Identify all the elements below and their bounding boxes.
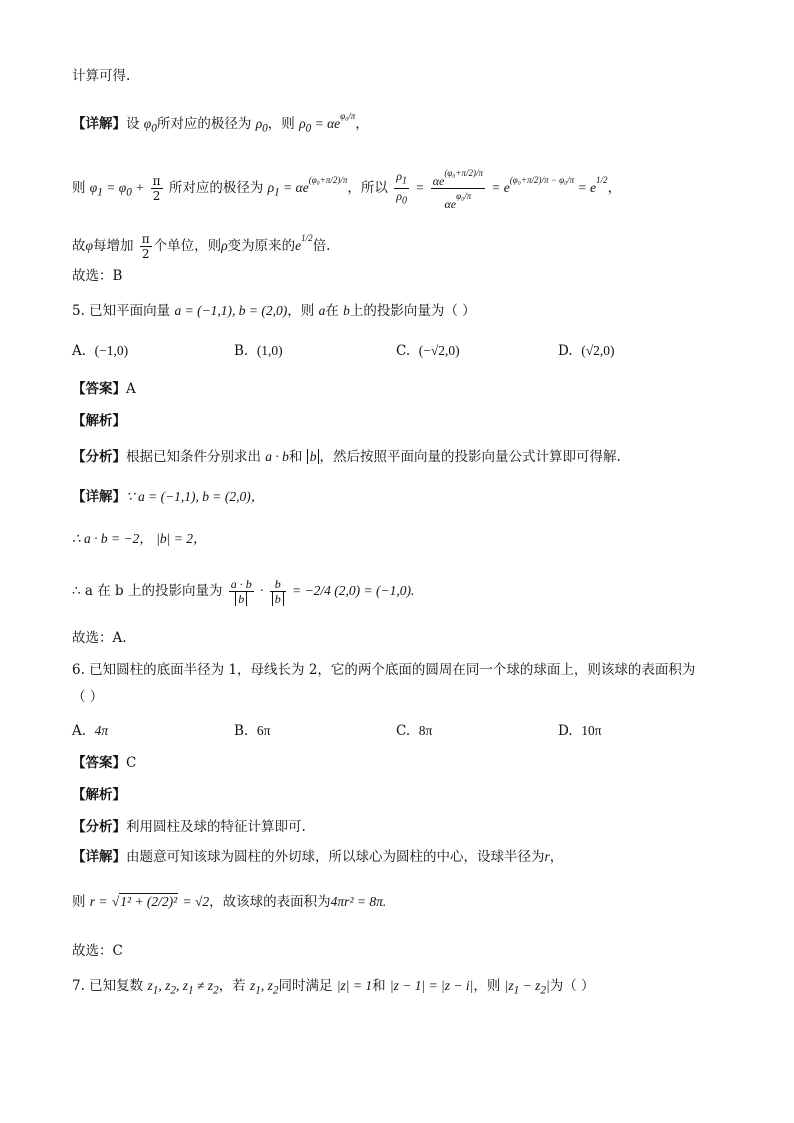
analysis-tag: 【解析】 xyxy=(72,787,126,803)
text-span: 利用圆柱及球的特征计算即可. xyxy=(126,819,306,835)
detail-tag: 【详解】 xyxy=(72,489,126,505)
text-span: （ ） xyxy=(72,689,104,705)
question-5-stem xyxy=(72,301,476,321)
math-line xyxy=(72,529,206,549)
option-value: 4π xyxy=(94,723,109,738)
math-expr: = √2 xyxy=(182,894,210,909)
option-c[interactable] xyxy=(396,341,460,361)
math-expr: r xyxy=(544,849,550,864)
detail-line: 【详解】由题意可知该球为圆柱的外切球，所以球心为圆柱的中心，设球半径为r， xyxy=(72,849,564,865)
text-span: 所对应的极径为 xyxy=(156,116,252,132)
math-expr: $e^{1/2}$ xyxy=(295,233,313,253)
option-label: B. xyxy=(234,723,249,739)
math-expr: $z_1$, $z_2$ xyxy=(249,978,279,997)
option-b[interactable] xyxy=(234,341,283,361)
fraction: $\frac{\pi}{2}$ xyxy=(141,232,150,261)
math-line: 则 $\varphi_1 = \varphi_0$ + $\frac{\pi}{2}$ 所对应的极径为 $\rho_1 = \alpha e^{(\varphi_0+\pi/2)/\pi}$，所以 $\frac{\rho_1}{\rho_0}$ = $\frac{\alpha e^{(\varphi_0+\pi/2)/\pi}}{\alpha e^{\varphi_0/\pi}}$ = $e^{(\varphi_0+\pi/2)/\pi - \varphi_0/\pi} = e^{1/2}$， xyxy=(72,168,622,211)
fraction: $\frac{\pi}{2}$ xyxy=(152,174,161,203)
answer-value: C xyxy=(126,755,137,771)
option-value: 10π xyxy=(581,723,602,738)
math-expr: φ xyxy=(85,238,93,253)
choose-line xyxy=(72,628,127,648)
analysis-tag: 【解析】 xyxy=(72,413,126,429)
math-expr: b xyxy=(343,303,350,318)
option-value: 6π xyxy=(256,723,271,738)
text-span: 每增加 xyxy=(92,238,134,254)
detail-tag: 【详解】 xyxy=(72,116,126,132)
text-span: 故选：C xyxy=(72,943,123,959)
text-span: 则 xyxy=(72,180,86,196)
option-d[interactable] xyxy=(558,721,602,741)
text-span: ，若 xyxy=(218,978,246,994)
option-value: (√2,0) xyxy=(581,343,615,358)
analysis-line xyxy=(72,411,126,431)
answer-line xyxy=(72,753,136,773)
math-expr: a = (−1,1), b = (2,0) xyxy=(174,303,288,318)
fraction: $\frac{a \cdot b}{b}$ xyxy=(230,577,252,606)
math-expr: $\rho_1 = \alpha e^{(\varphi_0+\pi/2)/\pi}$ xyxy=(267,175,348,199)
math-line xyxy=(72,892,386,912)
fraction: $\frac{\alpha e^{(\varphi_0+\pi/2)/\pi}}{\alpha e^{\varphi_0/\pi}}$ xyxy=(432,168,484,211)
math-expr: $\varphi_1 = \varphi_0$ + xyxy=(89,180,145,199)
text-span: 根据已知条件分别求出 xyxy=(126,449,261,465)
option-label: D. xyxy=(558,343,573,359)
option-label: A. xyxy=(72,343,87,359)
text-span: 和 xyxy=(372,978,386,994)
math-expr: ∴ a · b = −2， |b| = 2， xyxy=(72,531,207,546)
math-expr: r = xyxy=(89,894,108,909)
option-value: (−1,0) xyxy=(94,343,129,358)
text-span: ，则 xyxy=(267,116,295,132)
math-expr: b xyxy=(307,449,320,464)
option-d[interactable] xyxy=(558,341,615,361)
text-span: 则 xyxy=(72,894,86,910)
math-expr: $z_1$, $z_2$, $z_1 \ne z_2$ xyxy=(147,978,219,997)
answer-value: A xyxy=(126,381,136,397)
math-expr: a · b xyxy=(265,449,289,464)
option-a[interactable] xyxy=(72,341,128,361)
option-label: C. xyxy=(396,343,411,359)
math-expr: = −2/4 (2,0) = (−1,0). xyxy=(292,583,415,598)
math-line xyxy=(72,228,330,261)
text-span: ，故该球的表面积为 xyxy=(209,894,331,910)
text-span: ，然后按照平面向量的投影向量公式计算即可得解. xyxy=(319,449,621,465)
option-a[interactable] xyxy=(72,721,108,741)
text-span: 上的投影向量为（ ） xyxy=(349,303,476,319)
math-expr: a xyxy=(318,303,326,318)
text-span: 6. 已知圆柱的底面半径为 1，母线长为 2，它的两个底面的圆周在同一个球的球面上，则该球的表面积为 xyxy=(72,662,696,678)
math-expr: |z| = 1 xyxy=(336,978,373,993)
math-expr: · xyxy=(260,583,264,598)
text-span: 故 xyxy=(72,238,86,254)
detail-tag: 【详解】 xyxy=(72,849,126,865)
text-span: ∴ a 在 b 上的投影向量为 xyxy=(72,583,223,599)
text-span: 和 xyxy=(288,449,303,465)
text-span: 由题意可知该球为圆柱的外切球，所以球心为圆柱的中心，设球半径为 xyxy=(126,849,545,865)
answer-tag: 【答案】 xyxy=(72,755,126,771)
fenxi-tag: 【分析】 xyxy=(72,819,126,835)
answer-tag: 【答案】 xyxy=(72,381,126,397)
text-line xyxy=(72,66,130,86)
option-label: D. xyxy=(558,723,573,739)
text-span: 个单位，则 xyxy=(153,238,222,254)
math-line xyxy=(72,577,414,606)
fraction: $\frac{b}{b}$ xyxy=(270,577,286,606)
fenxi-line xyxy=(72,447,621,467)
option-c[interactable] xyxy=(396,721,432,741)
math-expr: |z − 1| = |z − i| xyxy=(389,978,474,993)
math-expr: $\rho_0$ xyxy=(255,116,268,135)
text-span: 5. 已知平面向量 xyxy=(72,303,171,319)
choose-line xyxy=(72,266,122,286)
math-expr: $\rho_0 = \alpha e^{\varphi_0/\pi}$ xyxy=(299,111,356,135)
text-span: ，则 xyxy=(473,978,501,994)
option-value: (1,0) xyxy=(256,343,283,358)
text-span: ，则 xyxy=(287,303,315,319)
choose-line xyxy=(72,941,123,961)
sqrt-expr: √1² + (2/2)² xyxy=(111,894,178,909)
text-span: 倍. xyxy=(312,238,331,254)
text-span: 计算可得. xyxy=(72,68,131,84)
fenxi-line xyxy=(72,817,306,837)
math-expr: 4πr² = 8π. xyxy=(330,894,387,909)
text-span: 故选：A. xyxy=(72,630,127,646)
fenxi-tag: 【分析】 xyxy=(72,449,126,465)
text-span: 7. 已知复数 xyxy=(72,978,144,994)
option-label: A. xyxy=(72,723,87,739)
option-label: B. xyxy=(234,343,249,359)
math-expr: ρ xyxy=(221,238,228,253)
math-expr: = xyxy=(415,180,425,195)
text-span: ，所以 xyxy=(347,180,388,196)
text-span: 变为原来的 xyxy=(227,238,296,254)
question-6-stem-2 xyxy=(72,687,103,707)
text-span: 在 xyxy=(325,303,339,319)
question-7-stem xyxy=(72,976,595,1001)
option-value: 8π xyxy=(418,723,433,738)
question-6-stem xyxy=(72,660,695,680)
detail-line xyxy=(72,487,264,507)
math-expr: $|z_1 - z_2|$ xyxy=(504,978,550,997)
text-span: 同时满足 xyxy=(278,978,333,994)
text-span: 故选：B xyxy=(72,268,123,284)
option-label: C. xyxy=(396,723,411,739)
math-expr: $\varphi_0$ xyxy=(143,116,157,135)
text-span: 所对应的极径为 xyxy=(168,180,264,196)
text-span: 设 xyxy=(126,116,140,132)
fraction: $\frac{\rho_1}{\rho_0}$ xyxy=(396,168,407,207)
math-expr: = $e^{(\varphi_0+\pi/2)/\pi - \varphi_0/\pi} = e^{1/2}$ xyxy=(491,175,608,195)
detail-line: 【详解】设 $\varphi_0$所对应的极径为 $\rho_0$，则 $\rho_0 = \alpha e^{\varphi_0/\pi}$， xyxy=(72,111,369,135)
text-span: 为（ ） xyxy=(549,978,595,994)
option-b[interactable] xyxy=(234,721,270,741)
answer-line xyxy=(72,379,136,399)
option-value: (−√2,0) xyxy=(418,343,460,358)
math-expr: ∵ a = (−1,1), b = (2,0)， xyxy=(126,489,265,504)
analysis-line xyxy=(72,785,126,805)
